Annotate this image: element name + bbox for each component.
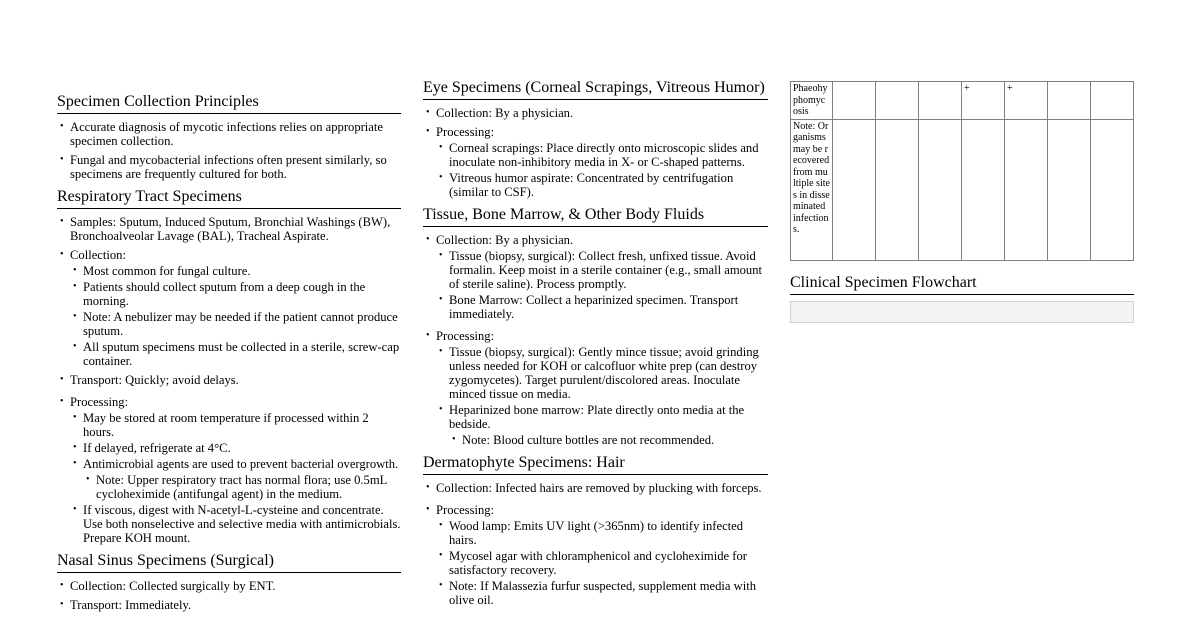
list-item: • Transport: Immediately. <box>57 598 401 612</box>
dermatophyte-processing-sublist <box>436 519 768 607</box>
principles-list <box>57 120 401 181</box>
list-item: • Patients should collect sputum from a deep cough in the morning. <box>70 280 401 308</box>
list-item: • Corneal scrapings: Place directly onto microscopic slides and inoculate non-inhibitory media in X- or C-shaped patterns. <box>436 141 768 169</box>
flowchart-placeholder <box>790 301 1134 323</box>
table-cell <box>876 82 919 120</box>
table-cell: + <box>1005 82 1048 120</box>
list-item <box>436 403 768 447</box>
list-item: • All sputum specimens must be collected in a sterile, screw-cap container. <box>70 340 401 368</box>
column-2 <box>423 78 768 613</box>
table-cell <box>1091 82 1134 120</box>
dermatophyte-processing-label: Processing: <box>436 503 495 517</box>
nasal-list <box>57 579 401 612</box>
tissue-heading: Tissue, Bone Marrow, & Other Body Fluids <box>423 205 768 227</box>
table-cell <box>1091 119 1134 260</box>
respiratory-collection-label: Collection: <box>70 248 126 262</box>
table-row <box>791 82 1134 120</box>
table-cell <box>876 119 919 260</box>
list-item <box>423 503 768 607</box>
respiratory-collection-sublist <box>70 264 401 368</box>
respiratory-processing-note-list <box>83 473 401 501</box>
list-item: • Samples: Sputum, Induced Sputum, Bronchial Washings (BW), Bronchoalveolar Lavage (BAL), Tracheal Aspirate. <box>57 215 401 243</box>
table-cell <box>1048 119 1091 260</box>
table-cell <box>919 82 962 120</box>
tissue-processing-label: Processing: <box>436 329 495 343</box>
column-1 <box>57 92 401 618</box>
table-cell: Phaeohyphomycosis <box>791 82 833 120</box>
nasal-section <box>57 551 401 612</box>
table-row <box>791 119 1134 260</box>
table-cell: Note: Organisms may be recovered from multiple sites in disseminated infections. <box>791 119 833 260</box>
principles-heading: Specimen Collection Principles <box>57 92 401 114</box>
list-item: • Fungal and mycobacterial infections often present similarly, so specimens are frequently cultured for both. <box>57 153 401 181</box>
table-cell <box>833 119 876 260</box>
list-item: • Collection: By a physician. <box>423 106 768 120</box>
list-item-text: Antimicrobial agents are used to prevent bacterial overgrowth. <box>83 457 399 471</box>
tissue-collection-label: Collection: By a physician. <box>436 233 574 247</box>
dermatophyte-heading: Dermatophyte Specimens: Hair <box>423 453 768 475</box>
list-item: • Accurate diagnosis of mycotic infections relies on appropriate specimen collection. <box>57 120 401 148</box>
table-cell <box>833 82 876 120</box>
table-cell <box>962 119 1005 260</box>
dermatophyte-section <box>423 453 768 607</box>
list-item: • Transport: Quickly; avoid delays. <box>57 373 401 387</box>
list-item: • If viscous, digest with N-acetyl-L-cysteine and concentrate. Use both nonselective and selective media with antimicrobials. Prepare KOH mount. <box>70 503 401 545</box>
list-item <box>423 125 768 199</box>
list-item: • Tissue (biopsy, surgical): Collect fresh, unfixed tissue. Avoid formalin. Keep moist in a sterile container (e.g., small amount of sterile saline). Process promptly. <box>436 249 768 291</box>
list-item: • Most common for fungal culture. <box>70 264 401 278</box>
list-item: • Note: If Malassezia furfur suspected, supplement media with olive oil. <box>436 579 768 607</box>
list-item: • Bone Marrow: Collect a heparinized specimen. Transport immediately. <box>436 293 768 321</box>
organism-site-table <box>790 81 1134 261</box>
respiratory-section <box>57 187 401 545</box>
respiratory-processing-label: Processing: <box>70 395 129 409</box>
list-item: • Note: Upper respiratory tract has normal flora; use 0.5mL cycloheximide (antifungal agent) in the medium. <box>83 473 401 501</box>
list-item <box>57 248 401 368</box>
list-item: • Tissue (biopsy, surgical): Gently mince tissue; avoid grinding unless needed for KOH or calcofluor white prep (can destroy zygomycetes). Target purulent/discolored areas. Inoculate minced tissue on media. <box>436 345 768 401</box>
list-item: • May be stored at room temperature if processed within 2 hours. <box>70 411 401 439</box>
list-item: • Collection: Collected surgically by ENT. <box>57 579 401 593</box>
nasal-heading: Nasal Sinus Specimens (Surgical) <box>57 551 401 573</box>
eye-processing-sublist <box>436 141 768 199</box>
respiratory-list <box>57 215 401 545</box>
list-item: • Vitreous humor aspirate: Concentrated by centrifugation (similar to CSF). <box>436 171 768 199</box>
column-3 <box>790 81 1134 323</box>
table-cell <box>1048 82 1091 120</box>
tissue-list <box>423 233 768 447</box>
table-cell: + <box>962 82 1005 120</box>
list-item <box>423 329 768 447</box>
respiratory-processing-sublist <box>70 411 401 545</box>
eye-processing-label: Processing: <box>436 125 495 139</box>
table-cell <box>1005 119 1048 260</box>
dermatophyte-list <box>423 481 768 607</box>
tissue-collection-sublist <box>436 249 768 321</box>
principles-section <box>57 92 401 181</box>
flowchart-heading: Clinical Specimen Flowchart <box>790 273 1134 295</box>
list-item: • Mycosel agar with chloramphenicol and cycloheximide for satisfactory recovery. <box>436 549 768 577</box>
tissue-processing-sublist <box>436 345 768 447</box>
list-item <box>70 457 401 501</box>
list-item-text: Heparinized bone marrow: Plate directly onto media at the bedside. <box>449 403 745 431</box>
list-item: • Collection: Infected hairs are removed by plucking with forceps. <box>423 481 768 495</box>
tissue-section <box>423 205 768 447</box>
list-item <box>57 395 401 545</box>
respiratory-heading: Respiratory Tract Specimens <box>57 187 401 209</box>
eye-list <box>423 106 768 199</box>
list-item: • Note: A nebulizer may be needed if the patient cannot produce sputum. <box>70 310 401 338</box>
list-item: • Wood lamp: Emits UV light (>365nm) to identify infected hairs. <box>436 519 768 547</box>
eye-section <box>423 78 768 199</box>
tissue-processing-note-list <box>449 433 768 447</box>
eye-heading: Eye Specimens (Corneal Scrapings, Vitreous Humor) <box>423 78 768 100</box>
list-item: • If delayed, refrigerate at 4°C. <box>70 441 401 455</box>
list-item <box>423 233 768 321</box>
list-item: • Note: Blood culture bottles are not recommended. <box>449 433 768 447</box>
table-cell <box>919 119 962 260</box>
